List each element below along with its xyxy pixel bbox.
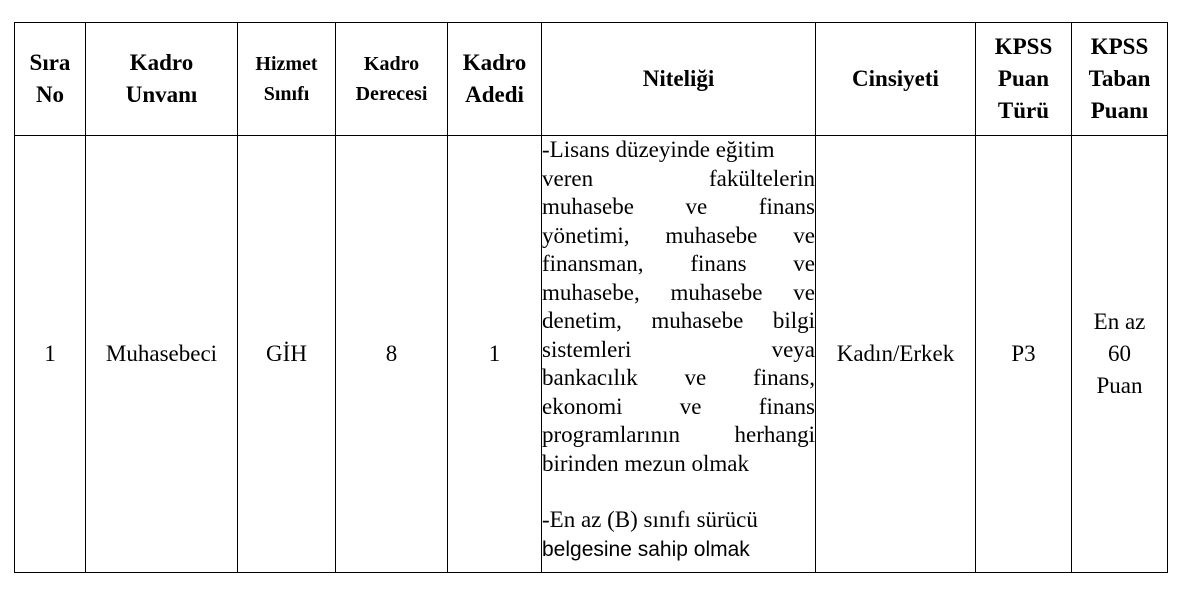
header-line: Taban: [1088, 66, 1151, 91]
header-line: Derecesi: [355, 83, 428, 105]
taban-puani-line: 60: [1108, 341, 1131, 366]
header-line: Hizmet: [255, 53, 318, 75]
header-cinsiyeti: [816, 23, 976, 136]
nitelik-line: muhasebe ve finans: [542, 194, 815, 219]
header-kadro-unvani: [86, 23, 238, 136]
header-line: Puan: [997, 66, 1050, 91]
header-line: Kadro: [129, 50, 194, 75]
header-line: No: [35, 82, 65, 107]
header-line: Puanı: [1090, 98, 1149, 123]
nitelik-line: yönetimi, muhasebe ve: [542, 222, 815, 248]
header-line: Türü: [997, 98, 1050, 123]
header-kpss-puan-turu: [976, 23, 1072, 136]
header-line: Unvanı: [125, 82, 198, 107]
cell-sira-no: 1: [15, 136, 86, 573]
cell-kpss-puan-turu: P3: [976, 136, 1072, 573]
nitelik-line: programlarının herhangi: [542, 422, 815, 447]
nitelik-line: muhasebe, muhasebe ve: [542, 279, 815, 305]
nitelik-line: ekonomi ve finans: [542, 393, 815, 419]
nitelik-line: belgesine sahip olmak: [542, 537, 750, 561]
header-line: Adedi: [465, 82, 524, 107]
header-niteligi: [542, 23, 816, 136]
cell-kadro-adedi: 1: [448, 136, 542, 573]
header-sira-no: [15, 23, 86, 136]
cell-kadro-derecesi: 8: [336, 136, 448, 573]
nitelik-line: veren fakültelerin: [542, 165, 815, 191]
header-line: Cinsiyeti: [852, 66, 939, 91]
header-line: KPSS: [994, 34, 1053, 59]
header-kadro-adedi: [448, 23, 542, 136]
taban-puani-line: En az: [1093, 309, 1146, 334]
header-line: Niteliği: [642, 66, 715, 91]
nitelik-line: sistemleri veya: [542, 336, 815, 362]
nitelik-line: birinden mezun olmak: [542, 450, 749, 476]
taban-puani-line: Puan: [1096, 373, 1143, 398]
nitelik-line: denetim, muhasebe bilgi: [542, 308, 815, 333]
nitelik-line: finansman, finans ve: [542, 251, 815, 276]
header-hizmet-sinifi: [238, 23, 336, 136]
nitelik-line: bankacılık ve finans,: [542, 365, 815, 390]
nitelik-line: -En az (B) sınıfı sürücü: [542, 507, 758, 532]
header-line: Kadro: [462, 50, 527, 75]
cell-kpss-taban-puani: [1072, 136, 1168, 573]
cell-cinsiyeti: Kadın/Erkek: [816, 136, 976, 573]
nitelik-line: -Lisans düzeyinde eğitim: [542, 137, 775, 162]
cell-kadro-unvani: Muhasebeci: [86, 136, 238, 573]
header-line: Sınıfı: [263, 83, 310, 105]
header-line: KPSS: [1090, 34, 1149, 59]
header-line: Sıra: [29, 50, 71, 75]
table-row: [15, 136, 1168, 573]
header-line: Kadro: [363, 53, 420, 75]
cell-hizmet-sinifi: GİH: [238, 136, 336, 573]
header-kadro-derecesi: [336, 23, 448, 136]
nitelik-spacer: [542, 478, 815, 506]
header-row: [15, 23, 1168, 136]
header-kpss-taban-puani: [1072, 23, 1168, 136]
kadro-table: [14, 22, 1168, 573]
cell-niteligi: [542, 136, 816, 573]
